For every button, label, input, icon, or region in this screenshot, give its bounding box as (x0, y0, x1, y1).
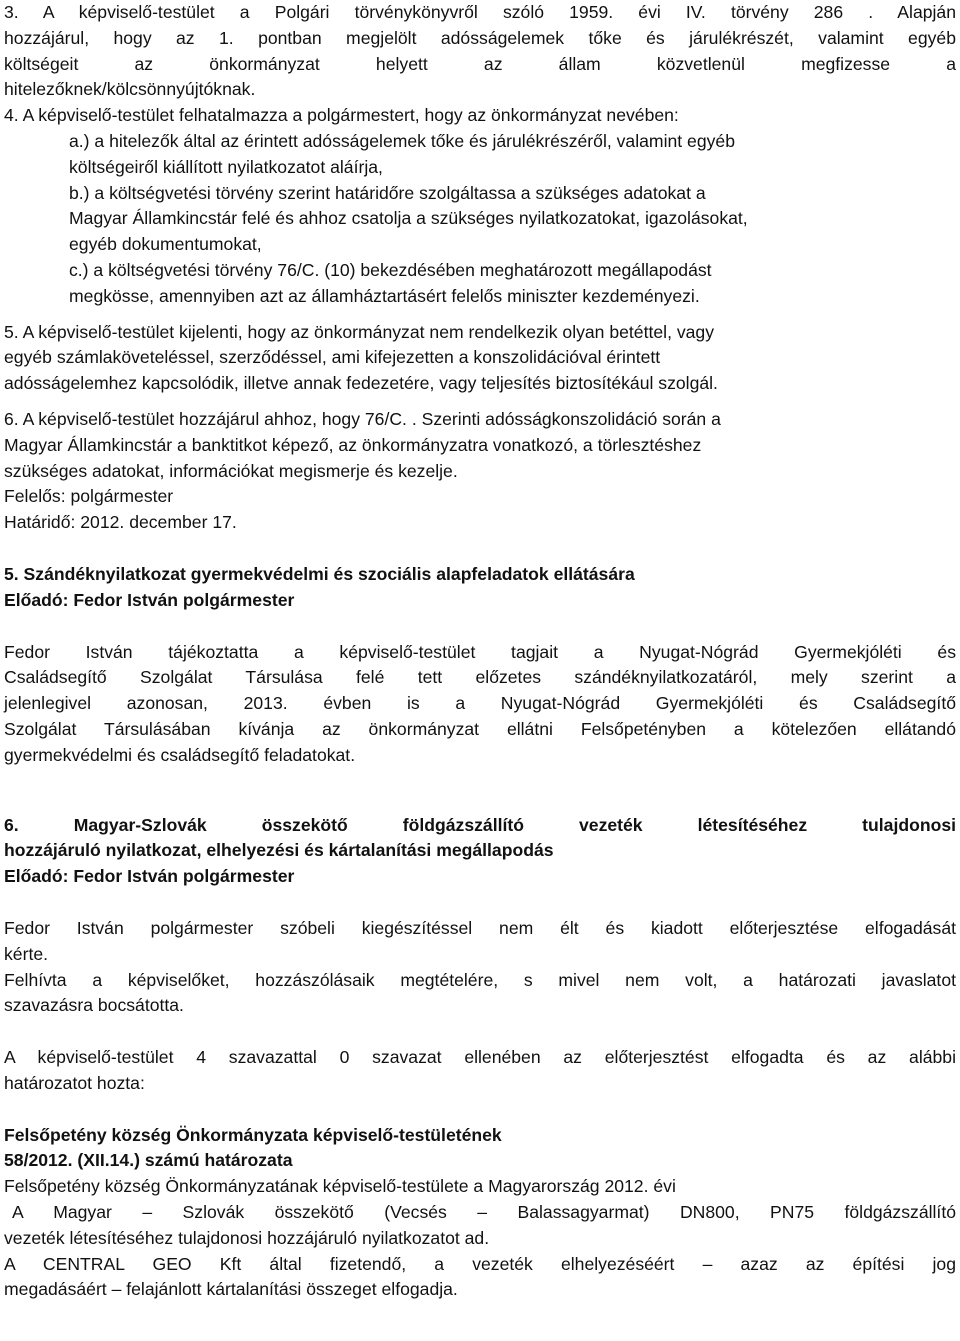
section5-presenter: Előadó: Fedor István polgármester (4, 589, 295, 610)
section5-para-line3: jelenlegivel azonosan, 2013. évben is a Nyugat-Nógrád Gyermekjóléti és Családsegítő (4, 693, 956, 714)
item3-line1: 3. A képviselő-testület a Polgári törvénykönyvről szóló 1959. évi IV. törvény 286 . Alapján (4, 2, 956, 22)
deadline-line: Határidő: 2012. december 17. (4, 512, 237, 533)
section6-title-line2: hozzájáruló nyilatkozat, elhelyezési és kártalanítási megállapodás (4, 840, 554, 861)
section6-presenter: Előadó: Fedor István polgármester (4, 866, 295, 887)
item4-b-line1: b.) a költségvetési törvény szerint határidőre szolgáltassa a szükséges adatokat a (69, 182, 706, 203)
section6-para1-line2: kérte. (4, 943, 49, 964)
resolution-line1: Felsőpetény község Önkormányzatának képviselő-testülete a Magyarország 2012. évi (4, 1176, 676, 1197)
section6-para3-line2: határozatot hozta: (4, 1072, 145, 1093)
item5-line1: 5. A képviselő-testület kijelenti, hogy az önkormányzat nem rendelkezik olyan betéttel, vagy (4, 321, 715, 342)
section5-para-line4: Szolgálat Társulásában kívánja az önkormányzat ellátni Felsőpetényben a kötelezően ellátandó (4, 718, 956, 739)
item4-c-line2: megkösse, amennyiben azt az államháztartásért felelős miniszter kezdeményezi. (69, 285, 700, 306)
item6-line2: Magyar Államkincstár a banktitkot képező, az önkormányzatra vonatkozó, a törlesztéshez (4, 434, 702, 455)
item3-line2: hozzájárul, hogy az 1. pontban megjelölt adósságelemek tőke és járulékrészét, valamint egyéb (4, 27, 956, 48)
item4-heading: 4. A képviselő-testület felhatalmazza a polgármestert, hogy az önkormányzat nevében: (4, 105, 679, 126)
item6-line3: szükséges adatokat, információkat megismerje és kezelje. (4, 460, 458, 481)
resolution-line4: A CENTRAL GEO Kft által fizetendő, a vezeték elhelyezéséért – azaz az építési jog (4, 1253, 956, 1274)
item6-line1: 6. A képviselő-testület hozzájárul ahhoz, hogy 76/C. . Szerinti adósságkonszolidáció során a (4, 408, 721, 429)
resolution-number: 58/2012. (XII.14.) számú határozata (4, 1150, 293, 1171)
item4-a-line1: a.) a hitelezők által az érintett adósságelemek tőke és járulékrészéről, valamint egyéb (69, 130, 735, 151)
resolution-line2: A Magyar – Szlovák összekötő (Vecsés – Balassagyarmat) DN800, PN75 földgázszállító (12, 1202, 956, 1223)
item5-line3: adósságelemhez kapcsolódik, illetve annak fedezetére, vagy teljesítés biztosítékául szolgál. (4, 373, 718, 394)
item4-a-line2: költségeiről kiállított nyilatkozatot aláírja, (69, 156, 383, 177)
item4-b-line3: egyéb dokumentumokat, (69, 234, 262, 255)
item5-line2: egyéb számlaköveteléssel, szerződéssel, ami kifejezetten a konszolidációval érintett (4, 347, 661, 368)
section5-title: 5. Szándéknyilatkozat gyermekvédelmi és szociális alapfeladatok ellátására (4, 563, 635, 584)
section5-para-line2: Családsegítő Szolgálat Társulása felé tett előzetes szándéknyilatkozatáról, mely szerint a (4, 667, 956, 688)
resolution-line3: vezeték létesítéséhez tulajdonosi hozzájáruló nyilatkozatot ad. (4, 1227, 490, 1248)
resolution-line5: megadásáért – felajánlott kártalanítási összeget elfogadja. (4, 1279, 458, 1300)
responsible-line: Felelős: polgármester (4, 486, 174, 507)
section5-para-line5: gyermekvédelmi és családsegítő feladatokat. (4, 744, 356, 765)
section6-para2-line1: Felhívta a képviselőket, hozzászólásaik megtételére, s mivel nem volt, a határozati javaslatot (4, 969, 956, 990)
section6-para1-line1: Fedor István polgármester szóbeli kiegészítéssel nem élt és kiadott előterjesztése elfogadását (4, 917, 956, 938)
section5-para-line1: Fedor István tájékoztatta a képviselő-testület tagjait a Nyugat-Nógrád Gyermekjóléti és (4, 641, 956, 662)
section6-para3-line1: A képviselő-testület 4 szavazattal 0 szavazat ellenében az előterjesztést elfogadta és az alábbi (4, 1047, 956, 1068)
section6-para2-line2: szavazásra bocsátotta. (4, 995, 184, 1016)
item3-line4: hitelezőknek/kölcsönnyújtóknak. (4, 79, 256, 100)
resolution-title: Felsőpetény község Önkormányzata képviselő-testületének (4, 1124, 502, 1145)
item4-c-line1: c.) a költségvetési törvény 76/C. (10) bekezdésében meghatározott megállapodást (69, 259, 712, 280)
item4-b-line2: Magyar Államkincstár felé és ahhoz csatolja a szükséges nyilatkozatokat, igazolásokat, (69, 208, 748, 229)
section6-title-line1: 6. Magyar-Szlovák összekötő földgázszállító vezeték létesítéséhez tulajdonosi (4, 814, 956, 835)
item3-line3: költségeit az önkormányzat helyett az állam közvetlenül megfizesse a (4, 53, 956, 74)
